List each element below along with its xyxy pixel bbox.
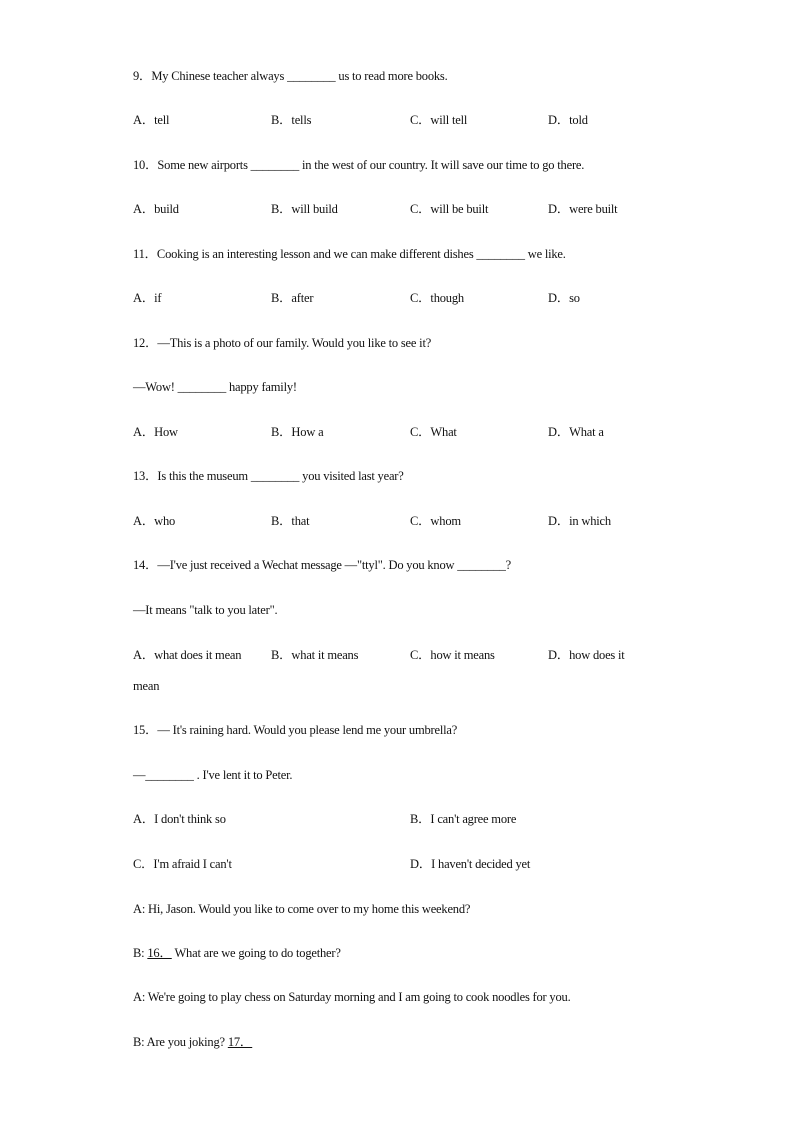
- q14-option-c: C．how it means: [410, 648, 495, 662]
- question-14-option-d-wrap: mean: [133, 679, 160, 693]
- question-11-stem: 11．Cooking is an interesting lesson and we can make different dishes ________ we like.: [133, 247, 566, 261]
- question-12-stem: 12．—This is a photo of our family. Would you like to see it?: [133, 336, 432, 350]
- q14-option-d: D．how does it: [548, 648, 625, 662]
- question-11-options: [133, 290, 693, 306]
- question-14-options: [133, 647, 693, 663]
- q10-option-a: A．build: [133, 202, 179, 216]
- question-10-options: [133, 201, 693, 217]
- question-15-options-row1: [133, 811, 693, 827]
- question-9-stem: 9．My Chinese teacher always ________ us to read more books.: [133, 69, 448, 83]
- question-10-stem: 10．Some new airports ________ in the west of our country. It will save our time to go there.: [133, 158, 585, 172]
- dialogue-line-2: [133, 945, 341, 961]
- question-9-options: [133, 112, 693, 128]
- q14-option-a: A．what does it mean: [133, 648, 242, 662]
- q12-option-c: C．What: [410, 425, 457, 439]
- q12-option-b: B．How a: [271, 425, 324, 439]
- dialogue-line-2-text: What are we going to do together?: [171, 946, 341, 960]
- q15-option-d: D．I haven't decided yet: [410, 857, 531, 871]
- q13-option-b: B．that: [271, 514, 310, 528]
- q15-option-a: A．I don't think so: [133, 812, 226, 826]
- q12-option-a: A．How: [133, 425, 178, 439]
- question-14-reply: —It means "talk to you later".: [133, 603, 278, 617]
- question-15-options-row2: [133, 856, 693, 872]
- question-12-reply: —Wow! ________ happy family!: [133, 380, 297, 394]
- blank-17: 17．: [227, 1035, 253, 1049]
- q9-option-a: A．tell: [133, 113, 170, 127]
- question-15-reply: —________ . I've lent it to Peter.: [133, 768, 293, 782]
- q13-option-d: D．in which: [548, 514, 611, 528]
- q13-option-c: C．whom: [410, 514, 461, 528]
- q9-option-d: D．told: [548, 113, 588, 127]
- q10-option-d: D．were built: [548, 202, 618, 216]
- question-14-stem: 14．—I've just received a Wechat message —"ttyl". Do you know ________?: [133, 558, 512, 572]
- q11-option-d: D．so: [548, 291, 580, 305]
- q15-option-c: C．I'm afraid I can't: [133, 857, 232, 871]
- q11-option-c: C．though: [410, 291, 464, 305]
- q13-option-a: A．who: [133, 514, 176, 528]
- dialogue-line-2-speaker: B:: [133, 946, 148, 960]
- question-12-options: [133, 424, 693, 440]
- q12-option-d: D．What a: [548, 425, 604, 439]
- q11-option-a: A．if: [133, 291, 162, 305]
- question-13-stem: 13．Is this the museum ________ you visited last year?: [133, 469, 404, 483]
- blank-16: 16．: [147, 946, 172, 960]
- q11-option-b: B．after: [271, 291, 314, 305]
- question-15-stem: 15．— It's raining hard. Would you please lend me your umbrella?: [133, 723, 458, 737]
- dialogue-line-4-text: B: Are you joking?: [133, 1035, 228, 1049]
- q10-option-b: B．will build: [271, 202, 338, 216]
- q15-option-b: B．I can't agree more: [410, 812, 517, 826]
- q14-option-b: B．what it means: [271, 648, 359, 662]
- dialogue-line-3: A: We're going to play chess on Saturday morning and I am going to cook noodles for you.: [133, 990, 571, 1004]
- dialogue-line-1: A: Hi, Jason. Would you like to come over to my home this weekend?: [133, 902, 471, 916]
- dialogue-line-4: [133, 1034, 252, 1050]
- q9-option-b: B．tells: [271, 113, 312, 127]
- q9-option-c: C．will tell: [410, 113, 468, 127]
- q10-option-c: C．will be built: [410, 202, 489, 216]
- question-13-options: [133, 513, 693, 529]
